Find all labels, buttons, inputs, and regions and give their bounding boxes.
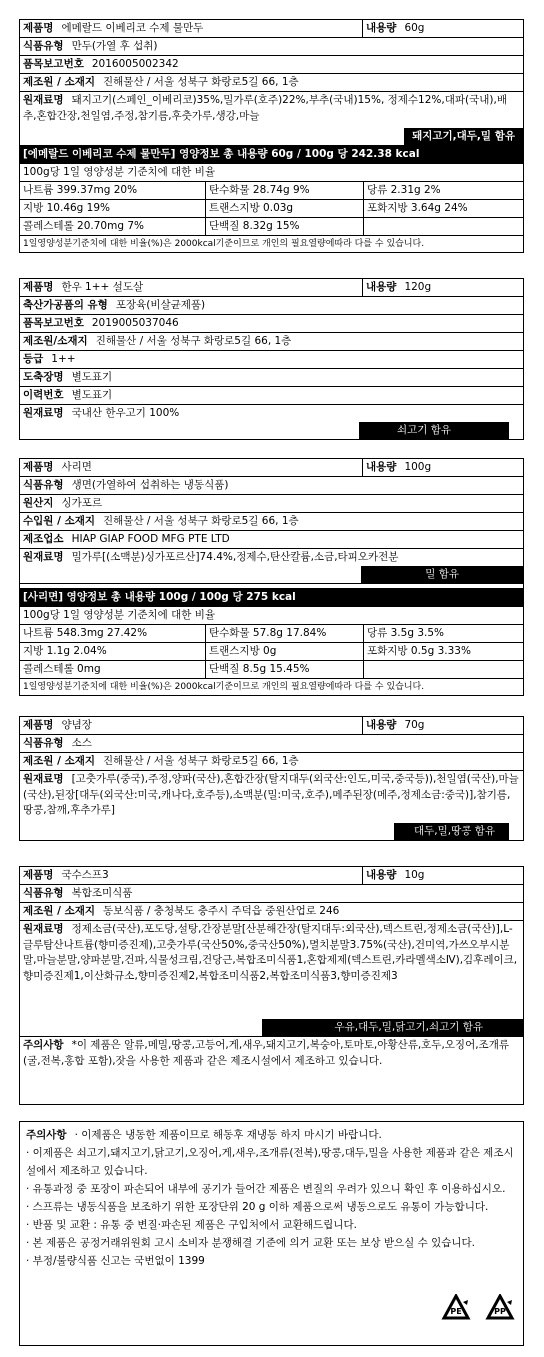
nutrient-cell: 당류 2.31g 2%: [364, 182, 523, 200]
food-type: 포장육(비살균제품): [115, 299, 206, 311]
recycle-pp-text: PP: [494, 1307, 506, 1316]
nutrient-cell: [364, 218, 523, 236]
name-row: [20, 717, 523, 735]
origin-row: [20, 495, 523, 513]
type-row: [20, 885, 523, 903]
trace-label: 이력번호: [23, 389, 64, 401]
nutrition-basis: [20, 164, 523, 182]
recycle-pe-icon: [441, 1294, 471, 1324]
allergy-badge: 우유,대두,밀,닭고기,쇠고기 함유: [262, 1019, 523, 1036]
name-label: 제품명: [23, 281, 54, 293]
report-number: 2019005037046: [91, 317, 179, 329]
nutrient-cell: 탄수화물 57.8g 17.84%: [206, 625, 364, 643]
maker-label: 제조원 / 소재지: [23, 755, 96, 767]
nutrient-cell: 탄수화물 28.74g 9%: [206, 182, 364, 200]
name-row: [20, 867, 523, 885]
product-name: 국수스프3: [61, 869, 109, 881]
product-label-beef: [19, 278, 524, 440]
notes-label: 주의사항: [26, 1129, 67, 1141]
allergy-badge: 돼지고기,대두,밀 함유: [404, 128, 523, 145]
trace-row: [20, 387, 523, 405]
grade-value: 1++: [51, 353, 76, 365]
maker-value: 진해물산 / 서울 성북구 화랑로5길 66, 1층: [103, 76, 299, 88]
nutrient-cell: 지방 10.46g 19%: [20, 200, 206, 218]
grade-row: [20, 351, 523, 369]
caution-label: 주의사항: [23, 1039, 64, 1051]
mfr-label: 제조업소: [23, 533, 64, 545]
nutrient-cell: 포화지방 0.5g 3.33%: [364, 643, 523, 661]
nutrient-cell: 지방 1.1g 2.04%: [20, 643, 206, 661]
ingredients-label: 원재료명: [23, 551, 64, 563]
name-label: 제품명: [23, 869, 54, 881]
nutrient-cell: 나트륨 548.3mg 27.42%: [20, 625, 206, 643]
nutrition-title-text: [에메랄드 이베리코 수제 물만두] 영양정보 총 내용량 60g / 100g 당 242.38 kcal: [23, 148, 420, 160]
note-text: · 이제품은 냉동한 제품이므로 해동후 재냉동 하지 마시기 바랍니다.: [74, 1129, 382, 1141]
product-label-noodle: [19, 458, 524, 696]
name-row: [20, 459, 523, 477]
maker-row: [20, 333, 523, 351]
note-line: [26, 1126, 517, 1144]
name-label: 제품명: [23, 461, 54, 473]
product-qty: 10g: [404, 869, 425, 881]
type-label: 식품유형: [23, 40, 64, 52]
nutrient-cell: [364, 661, 523, 679]
qty-label: 내용량: [366, 461, 397, 473]
nutrition-grid: [20, 182, 523, 236]
slaughter-row: [20, 369, 523, 387]
ingredients-label: 원재료명: [23, 407, 64, 419]
trace-value: 별도표기: [71, 389, 113, 401]
report-number: 2016005002342: [91, 58, 179, 70]
report-label: 품목보고번호: [23, 58, 84, 70]
allergy-badge: 대두,밀,땅콩 함유: [394, 823, 509, 840]
maker-value: 진해물산 / 서울 성북구 화랑로5길 66, 1층: [103, 755, 299, 767]
caution-value: *이 제품은 알류,메밀,땅콩,고등어,게,새우,돼지고기,복숭아,토마토,아황산류,호두,오징어,조개류(굴,전복,홍합 포함),잣을 사용한 제품과 같은 제조시설에서 제조하고 있습니다.: [23, 1039, 509, 1067]
grade-label: 등급: [23, 353, 44, 365]
note-line: · 이제품은 쇠고기,돼지고기,닭고기,오징어,게,새우,조개류(전복),땅콩,대두,밀을 사용한 제품과 같은 제조시설에서 제조하고 있습니다.: [26, 1147, 514, 1177]
note-line: · 부정/불량식품 신고는 국번없이 1399: [26, 1255, 205, 1267]
food-type: 만두(가열 후 섭취): [71, 40, 158, 52]
importer-label: 수입원 / 소재지: [23, 515, 96, 527]
type-row: [20, 477, 523, 495]
slaughter-value: 별도표기: [71, 371, 113, 383]
product-label-soup: [19, 866, 524, 1105]
food-type: 복합조미식품: [71, 887, 133, 899]
food-type: 생면(가열하여 섭취하는 냉동식품): [71, 479, 229, 491]
product-qty: 60g: [404, 22, 425, 34]
importer-row: [20, 513, 523, 531]
qty-label: 내용량: [366, 869, 397, 881]
nutrition-title: [20, 588, 523, 607]
report-row: [20, 56, 523, 74]
type-label: 식품유형: [23, 887, 64, 899]
allergy-badge: 밀 함유: [361, 566, 523, 583]
ingredients-value: [고춧가루(중국),주정,양파(국산),혼합간장(탈지대두(외국산:인도,미국,중국등)),천일염(국산),마늘(국산),된장[대두(외국산:미국,캐나다,호주등),소맥분(밀:미국,호주),메주된장(메주,정제소금:중국)],참기름,땅콩,참깨,후추가루]: [23, 773, 519, 816]
product-qty: 100g: [404, 461, 432, 473]
report-label: 품목보고번호: [23, 317, 84, 329]
nutrient-cell: 트랜스지방 0.03g: [206, 200, 364, 218]
ingredients-row: [20, 405, 523, 422]
ingredients-row: [20, 549, 523, 566]
qty-label: 내용량: [366, 22, 397, 34]
nutrition-title-text: [사리면] 영양정보 총 내용량 100g / 100g 당 275 kcal: [23, 591, 296, 603]
nutrient-cell: 포화지방 3.64g 24%: [364, 200, 523, 218]
caution-block: [20, 1037, 523, 1104]
ingredients-value: 국내산 한우고기 100%: [71, 407, 180, 419]
name-label: 제품명: [23, 719, 54, 731]
type-label: 축산가공품의 유형: [23, 299, 108, 311]
type-row: [20, 297, 523, 315]
product-name: 에메랄드 이베리코 수제 물만두: [61, 22, 204, 34]
origin-label: 원산지: [23, 497, 54, 509]
ingredients-label: 원재료명: [23, 923, 64, 935]
product-qty: 120g: [404, 281, 432, 293]
product-label-sauce: [19, 716, 524, 841]
mfr-row: [20, 531, 523, 549]
product-qty: 70g: [404, 719, 425, 731]
note-line: · 본 제품은 공정거래위원회 고시 소비자 분쟁해결 기준에 의거 교환 또는 보상 받으실 수 있습니다.: [26, 1237, 475, 1249]
ingredients-value: 돼지고기(스페인_이베리코)35%,밀가루(호주)22%,부추(국내)15%, 정제수12%,대파(국내),배추,혼합간장,천일염,주정,참기름,후춧가루,생강,마늘: [23, 94, 507, 122]
note-line: · 스프류는 냉동식품을 보조하기 위한 포장단위 20 g 이하 제품으로써 냉동으로도 유통이 가능합니다.: [26, 1201, 489, 1213]
type-row: [20, 38, 523, 56]
qty-label: 내용량: [366, 281, 397, 293]
maker-row: [20, 903, 523, 921]
food-type: 소스: [71, 737, 92, 749]
nutrient-cell: 콜레스테롤 0mg: [20, 661, 206, 679]
mfr-value: HIAP GIAP FOOD MFG PTE LTD: [71, 533, 230, 545]
importer-value: 진해물산 / 서울 성북구 화랑로5길 66, 1층: [103, 515, 299, 527]
maker-value: 동보식품 / 충청북도 충주시 주덕읍 중원산업로 246: [103, 905, 340, 917]
ingredients-value: 밀가루[(소맥분)싱가포르산]74.4%,정제수,탄산칼륨,소금,타피오카전분: [71, 551, 399, 563]
nutrition-basis-text: 100g당 1일 영양성분 기준치에 대한 비율: [23, 166, 216, 178]
nutrition-basis: [20, 607, 523, 625]
name-row: [20, 279, 523, 297]
maker-row: [20, 74, 523, 92]
recycle-pe-text: PE: [450, 1307, 462, 1316]
type-row: [20, 735, 523, 753]
nutrition-footnote: 1일영양성분기준치에 대한 비율(%)은 2000kcal기준이므로 개인의 필요열량에따라 다를 수 있습니다.: [23, 682, 425, 692]
ingredients-value: 정제소금(국산),포도당,설탕,간장분말[산분해간장(탈지대두:외국산),덱스트린,정제소금(국산)],L-글루탐산나트륨(향미증진제),고춧가루(국산50%,중국산50%),멸치분말3.75%(국산),건미역,가쓰오부시분말,마늘분말,양파분말,건파,식물성크림,건당근,복합조미식품1,혼합제제(덱스트린,카라멜색소Ⅳ),김후레이크,향미증진제1,이산화규소,향미증진제2,복합조미식품2,복합조미식품3,향미증진제3: [23, 923, 518, 982]
maker-value: 진해물산 / 서울 성북구 화랑로5길 66, 1층: [95, 335, 292, 347]
origin-value: 싱가포르: [61, 497, 103, 509]
nutrient-cell: 나트륨 399.37mg 20%: [20, 182, 206, 200]
report-row: [20, 315, 523, 333]
recycle-pp-icon: [485, 1294, 515, 1324]
maker-label: 제조원 / 소재지: [23, 76, 96, 88]
nutrient-cell: 단백질 8.32g 15%: [206, 218, 364, 236]
product-name: 양념장: [61, 719, 92, 731]
nutrition-footnote: 1일영양성분기준치에 대한 비율(%)은 2000kcal기준이므로 개인의 필요열량에따라 다를 수 있습니다.: [23, 239, 425, 249]
nutrient-cell: 트랜스지방 0g: [206, 643, 364, 661]
maker-row: [20, 753, 523, 771]
maker-label: 제조원 / 소재지: [23, 905, 96, 917]
allergy-badge: 쇠고기 함유: [359, 422, 509, 439]
product-name: 사리면: [61, 461, 92, 473]
name-row: [20, 20, 523, 38]
ingredients-block: [20, 92, 523, 146]
ingredients-block: [20, 921, 523, 1019]
nutrient-cell: 당류 3.5g 3.5%: [364, 625, 523, 643]
nutrition-grid: [20, 625, 523, 679]
product-name: 한우 1++ 설도살: [61, 281, 144, 293]
qty-label: 내용량: [366, 719, 397, 731]
nutrient-cell: 단백질 8.5g 15.45%: [206, 661, 364, 679]
type-label: 식품유형: [23, 479, 64, 491]
note-line: · 반품 및 교환 : 유통 중 변질·파손된 제품은 구입처에서 교환해드립니다.: [26, 1219, 357, 1231]
slaughter-label: 도축장명: [23, 371, 64, 383]
ingredients-label: 원재료명: [23, 94, 64, 106]
name-label: 제품명: [23, 22, 54, 34]
note-line: · 유통과정 중 포장이 파손되어 내부에 공기가 들어간 제품은 변질의 우려가 있으니 확인 후 이용하십시오.: [26, 1183, 506, 1195]
ingredients-block: [20, 771, 523, 823]
nutrient-cell: 콜레스테롤 20.70mg 7%: [20, 218, 206, 236]
general-notes: [19, 1121, 524, 1346]
nutrition-basis-text: 100g당 1일 영양성분 기준치에 대한 비율: [23, 609, 216, 621]
maker-label: 제조원/소재지: [23, 335, 88, 347]
ingredients-label: 원재료명: [23, 773, 64, 785]
nutrition-title: [20, 146, 523, 164]
type-label: 식품유형: [23, 737, 64, 749]
product-label-dumpling: [19, 19, 524, 253]
